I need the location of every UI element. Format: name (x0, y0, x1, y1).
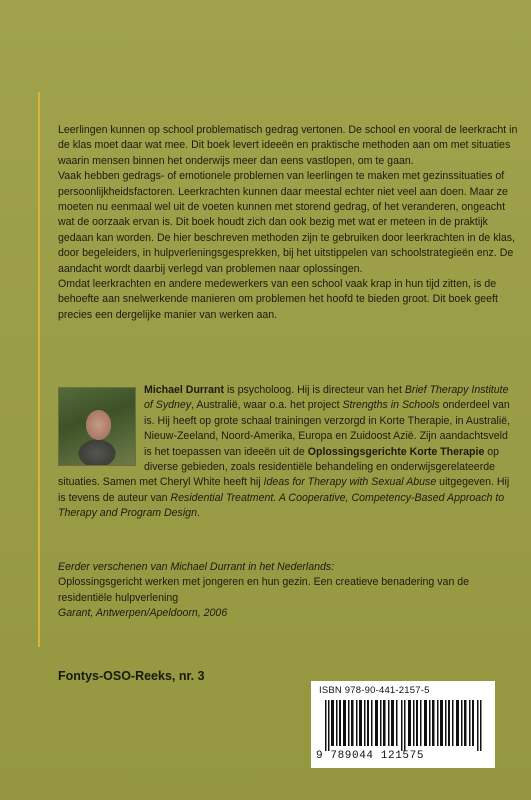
bio-text: is psycholoog. Hij is directeur van het (224, 384, 405, 396)
therapy-field: Oplossingsgerichte Korte Therapie (307, 445, 485, 458)
series-title: Fontys-OSO-Reeks, nr. 3 (58, 669, 205, 683)
barcode-digits: 9 789044 121575 (316, 750, 425, 762)
earlier-publisher: Garant, Antwerpen/Apeldoorn, 2006 (58, 607, 228, 620)
blurb-paragraph: Omdat leerkrachten en andere medewerkers van een school vaak krap in hun tijd zitten, is de behoefte aan snelwerkende manieren om problemen het hoofd te bieden groot. Dit boek geeft precies een dergelijke manier van werken aan. (58, 278, 498, 321)
bio-text: , Australië, waar o.a. het project (191, 399, 343, 412)
bio-text: uitgegeven. Hij is tevens de auteur van (58, 476, 510, 504)
author-photo (58, 387, 136, 466)
vertical-accent-rule (38, 92, 40, 647)
barcode-label (311, 681, 495, 768)
author-bio (58, 383, 518, 522)
author-name: Michael Durrant (144, 384, 225, 396)
blurb-paragraph: Vaak hebben gedrags- of emotionele problemen van leerlingen te maken met gezinssituaties of persoonlijkheidsfactoren. Leerkrachten kunnen daar meestal echter niet veel aan doen. Maar ze moeten nu eenmaal wel uit de voeten kunnen met storend gedrag, of het veranderen, ongeacht wat de oorzaak ervan is. Dit boek houdt zich dan ook bezig met wat er meteen in de praktijk gedaan kan worden. De hier beschreven methoden zijn te gebruiken door leerkrachten in de klas, door begeleiders, in hulpverleningsgesprekken, bij het uitstippelen van schoolstrategieën enz. De aandacht wordt daarbij verlegd van problemen naar oplossingen. (58, 170, 515, 275)
bio-text: op diverse gebieden, zoals residentiële behandeling en onderwijsgerelateerde situaties. Samen met Cheryl White heeft hij (58, 445, 500, 489)
isbn-text: ISBN 978-90-441-2157-5 (319, 685, 430, 696)
earlier-heading: Eerder verschenen van Michael Durrant in het Nederlands: (58, 561, 335, 573)
barcode-icon (325, 700, 483, 751)
bio-text: onderdeel van is. Hij heeft op grote schaal trainingen verzorgd in Korte Therapie, in Australië, Nieuw-Zeeland, Noord-Amerika, Europa en Zuidoost Azië. Zijn aandachtsveld is het toepassen van ideeën uit de (144, 399, 511, 458)
bio-text: . (196, 507, 200, 520)
blurb-paragraph: Leerlingen kunnen op school problematisch gedrag vertonen. De school en vooral de leerkracht in de klas moet daar wat mee. Dit boek levert ideeën en praktische methoden aan om met situaties waarin mensen binnen het onderwijs meer dan eens vastlopen, om te gaan. (58, 124, 518, 167)
blurb (58, 123, 518, 323)
project-name: Strengths in Schools (342, 399, 440, 412)
earlier-publications (58, 560, 518, 622)
book-title: Ideas for Therapy with Sexual Abuse (263, 476, 437, 489)
institute-name: Brief Therapy Institute of Sydney (144, 384, 509, 412)
earlier-title: Oplossingsgericht werken met jongeren en hun gezin. Een creatieve benadering van de residentiële hulpverlening (58, 576, 470, 604)
book-title: Residential Treatment. A Cooperative, Competency-Based Approach to Therapy and Program Design (58, 491, 505, 520)
